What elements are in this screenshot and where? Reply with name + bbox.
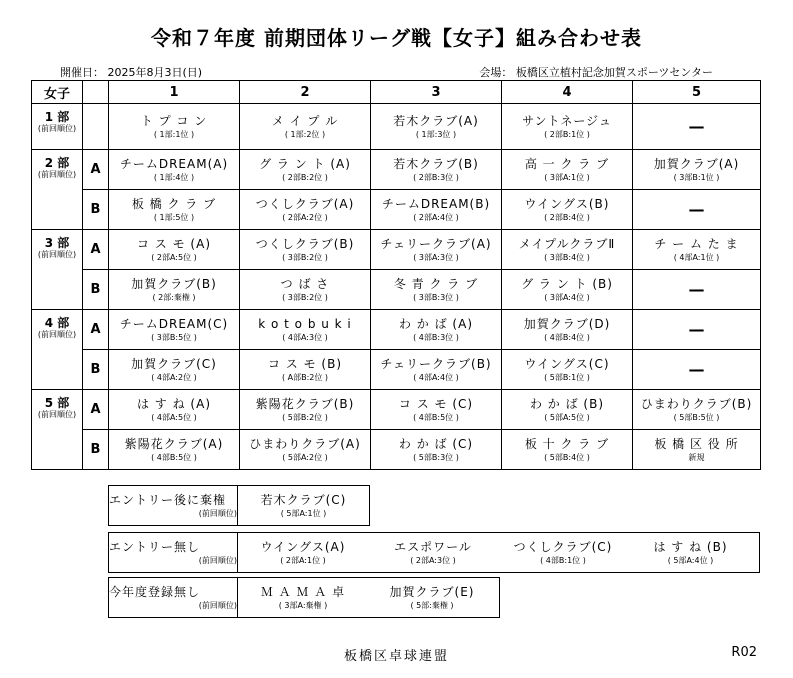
- withdrawn-sub: (前回順位): [198, 508, 237, 518]
- team-cell: [633, 104, 761, 150]
- team-name: チェリークラブ(A): [380, 236, 492, 251]
- team-name: 若木クラブ(A): [393, 113, 479, 128]
- team-prev: ( 2部B:2位 ): [282, 172, 328, 182]
- team-cell: [240, 310, 371, 350]
- team-name: 冬 青 ク ラ ブ: [393, 276, 479, 291]
- team-name: は す ね (A): [136, 396, 212, 411]
- section-label: B: [83, 190, 109, 230]
- team-cell: [371, 390, 502, 430]
- team-prev: ( 2部A:3位 ): [410, 555, 456, 565]
- not-registered-entries: [238, 578, 500, 618]
- section-label: B: [83, 270, 109, 310]
- not-registered-table: [108, 577, 500, 618]
- team-name: 加賀クラブ(A): [653, 156, 740, 171]
- no-entry-table: [108, 532, 760, 573]
- team-name: ひまわりクラブ(A): [249, 436, 361, 451]
- team-prev: ( 5部A:4位 ): [667, 555, 714, 565]
- division-label: 1 部: [44, 110, 70, 124]
- division-sub: (前回順位): [37, 410, 77, 419]
- team-cell: [633, 230, 761, 270]
- header-corner: 女子: [32, 81, 83, 104]
- group-row: [32, 350, 761, 390]
- team-prev: ( 5部:棄権 ): [410, 600, 454, 610]
- team-name: k o t o b u k i: [258, 316, 352, 331]
- team-prev: ( 2部A:2位 ): [282, 212, 328, 222]
- division-sub: (前回順位): [37, 250, 77, 259]
- section-label: A: [83, 230, 109, 270]
- team-cell: [240, 230, 371, 270]
- team-name: は す ね (B): [653, 539, 728, 554]
- team-cell: [633, 390, 761, 430]
- team-name: ウイングス(B): [524, 196, 610, 211]
- team-cell: [502, 390, 633, 430]
- team-cell: [502, 350, 633, 390]
- section-label: A: [83, 150, 109, 190]
- team-cell: [109, 430, 240, 470]
- header-col: 2: [240, 81, 371, 104]
- team-prev: ( 3部B:1位 ): [673, 172, 720, 182]
- team-cell: [240, 190, 371, 230]
- team-name: 紫陽花クラブ(B): [255, 396, 355, 411]
- header-col: 5: [633, 81, 761, 104]
- team-prev: ( 5部B:1位 ): [544, 372, 590, 382]
- team-cell: [109, 390, 240, 430]
- division-sub: (前回順位): [37, 124, 77, 133]
- not-registered-label-cell: [109, 578, 238, 618]
- section-label: A: [83, 390, 109, 430]
- group-row: [32, 310, 761, 350]
- team-cell: [109, 230, 240, 270]
- no-entry-item: [368, 539, 498, 567]
- team-name: チームDREAM(A): [119, 156, 229, 171]
- withdrawn-label-cell: [109, 486, 238, 526]
- team-prev: ( 4部B:5位 ): [151, 452, 197, 462]
- team-prev: ( 5部A:5位 ): [544, 412, 590, 422]
- team-prev: ( 2部A:1位 ): [280, 555, 326, 565]
- team-cell: [109, 104, 240, 150]
- team-prev: ( 4部A:4位 ): [413, 372, 459, 382]
- date-label: 開催日：: [60, 66, 104, 79]
- team-prev: ( 4部A:3位 ): [282, 332, 328, 342]
- team-prev: ( 2部B:1位 ): [544, 129, 590, 139]
- venue-label: 会場：: [479, 66, 513, 79]
- team-name: わ か ば (B): [529, 396, 605, 411]
- team-prev: 新規: [688, 452, 705, 462]
- team-prev: ( 3部A:棄権 ): [278, 600, 328, 610]
- division-label: 4 部: [44, 316, 70, 330]
- team-name: チームDREAM(C): [119, 316, 229, 331]
- team-cell: [240, 350, 371, 390]
- group-row: [32, 390, 761, 430]
- team-cell: [371, 104, 502, 150]
- team-prev: ( 1部:3位 ): [415, 129, 457, 139]
- team-cell: [109, 270, 240, 310]
- team-name: つくしクラブ(B): [255, 236, 355, 251]
- team-prev: ( 2部B:3位 ): [413, 172, 459, 182]
- empty-slot-dash: —: [688, 360, 705, 379]
- division-cell: [32, 310, 83, 390]
- empty-slot-dash: —: [688, 280, 705, 299]
- document-code: R02: [731, 645, 757, 660]
- division-label: 2 部: [44, 156, 70, 170]
- team-cell: [633, 350, 761, 390]
- team-cell: [240, 390, 371, 430]
- team-name: わ か ば (C): [398, 436, 474, 451]
- team-prev: ( 3部B:4位 ): [544, 252, 590, 262]
- team-cell: [371, 190, 502, 230]
- team-prev: ( 1部:1位 ): [153, 129, 195, 139]
- team-name: コ ス モ (B): [267, 356, 343, 371]
- group-row: [32, 270, 761, 310]
- team-cell: [633, 150, 761, 190]
- team-prev: ( 5部A:1位 ): [280, 508, 327, 518]
- empty-slot-dash: —: [688, 200, 705, 219]
- team-cell: [109, 310, 240, 350]
- team-cell: [502, 270, 633, 310]
- section-label: A: [83, 310, 109, 350]
- team-name: グ ラ ン ト (B): [521, 276, 613, 291]
- team-name: ウイングス(A): [260, 539, 346, 554]
- team-prev: ( 3部A:4位 ): [544, 292, 590, 302]
- division-cell: [32, 104, 83, 150]
- team-prev: ( 5部B:2位 ): [282, 412, 328, 422]
- team-name: 若木クラブ(C): [260, 492, 347, 507]
- team-prev: ( 4部A:5位 ): [151, 412, 197, 422]
- team-name: チェリークラブ(B): [380, 356, 492, 371]
- team-prev: ( 4部B:1位 ): [540, 555, 586, 565]
- withdrawn-label: エントリー後に棄権: [109, 492, 227, 507]
- team-cell: [240, 150, 371, 190]
- date-value: 2025年8月3日(日): [107, 66, 203, 79]
- team-cell: [502, 430, 633, 470]
- team-name: 板 十 ク ラ ブ: [524, 436, 610, 451]
- team-prev: ( 3部B:2位 ): [282, 292, 328, 302]
- team-prev: ( 5部B:5位 ): [673, 412, 720, 422]
- no-entry-label: エントリー無し: [109, 539, 201, 554]
- header-col: 1: [109, 81, 240, 104]
- team-name: 板 橋 ク ラ ブ: [131, 196, 217, 211]
- empty-slot-dash: —: [688, 320, 705, 339]
- team-name: ウイングス(C): [524, 356, 610, 371]
- team-name: コ ス モ (C): [398, 396, 474, 411]
- team-prev: ( 3部B:3位 ): [413, 292, 459, 302]
- empty-slot-dash: —: [688, 117, 705, 136]
- division-sub: (前回順位): [37, 170, 77, 179]
- group-row: [32, 150, 761, 190]
- team-prev: ( 3部B:5位 ): [151, 332, 197, 342]
- team-cell: [633, 430, 761, 470]
- team-name: 板 橋 区 役 所: [654, 436, 739, 451]
- team-name: 若木クラブ(B): [393, 156, 479, 171]
- team-name: コ ス モ (A): [136, 236, 212, 251]
- not-registered-sub: (前回順位): [198, 600, 237, 610]
- team-prev: ( 1部:4位 ): [153, 172, 195, 182]
- team-name: チ ー ム た ま: [654, 236, 739, 251]
- team-name: わ か ば (A): [398, 316, 474, 331]
- team-prev: ( 4部B:3位 ): [413, 332, 459, 342]
- header-col: 4: [502, 81, 633, 104]
- team-prev: ( A部B:2位 ): [281, 372, 329, 382]
- section-label: [83, 104, 109, 150]
- team-cell: [502, 150, 633, 190]
- team-name: 加賀クラブ(B): [131, 276, 217, 291]
- section-label: B: [83, 430, 109, 470]
- division-label: 5 部: [44, 396, 70, 410]
- team-prev: ( 3部B:2位 ): [282, 252, 328, 262]
- not-registered-item: [238, 584, 368, 612]
- team-name: チームDREAM(B): [381, 196, 491, 211]
- team-name: 加賀クラブ(E): [389, 584, 475, 599]
- team-prev: ( 5部A:2位 ): [282, 452, 328, 462]
- team-cell: [240, 270, 371, 310]
- division-cell: [32, 150, 83, 230]
- team-name: つくしクラブ(A): [255, 196, 355, 211]
- team-cell: [109, 150, 240, 190]
- team-cell: [633, 310, 761, 350]
- team-cell: [502, 310, 633, 350]
- team-prev: ( 3部A:1位 ): [544, 172, 590, 182]
- team-cell: [371, 270, 502, 310]
- team-cell: [109, 190, 240, 230]
- team-name: つくしクラブ(C): [513, 539, 613, 554]
- team-name: 紫陽花クラブ(A): [124, 436, 224, 451]
- team-prev: ( 4部B:5位 ): [413, 412, 459, 422]
- not-registered-label: 今年度登録無し: [109, 584, 201, 599]
- team-prev: ( 2部:棄権 ): [152, 292, 196, 302]
- division-cell: [32, 390, 83, 470]
- event-venue: [479, 64, 713, 80]
- team-cell: [109, 350, 240, 390]
- no-entry-entries: [238, 533, 760, 573]
- group-row: [32, 104, 761, 150]
- organization-name: 板橋区卓球連盟: [343, 649, 449, 664]
- header-section: [83, 81, 109, 104]
- team-name: ト プ コ ン: [140, 113, 208, 128]
- team-cell: [371, 430, 502, 470]
- team-name: メ イ プ ル: [271, 113, 339, 128]
- group-row: [32, 190, 761, 230]
- not-registered-item: [368, 584, 496, 612]
- team-name: 加賀クラブ(C): [131, 356, 217, 371]
- event-date: [60, 64, 202, 80]
- team-prev: ( 1部:2位 ): [284, 129, 326, 139]
- team-cell: [502, 104, 633, 150]
- team-prev: ( 3部A:3位 ): [413, 252, 459, 262]
- no-entry-item: [498, 539, 628, 567]
- section-label: B: [83, 350, 109, 390]
- team-name: Ｍ Ａ Ｍ Ａ 卓: [260, 584, 346, 599]
- team-name: ひまわりクラブ(B): [640, 396, 753, 411]
- group-row: [32, 430, 761, 470]
- team-cell: [371, 230, 502, 270]
- team-name: 加賀クラブ(D): [523, 316, 611, 331]
- group-row: [32, 230, 761, 270]
- team-prev: ( 2部A:4位 ): [413, 212, 459, 222]
- no-entry-item: [238, 539, 368, 567]
- team-prev: ( 2部A:5位 ): [151, 252, 197, 262]
- no-entry-item: [628, 539, 753, 567]
- team-cell: [371, 350, 502, 390]
- page-title: 令和７年度 前期団体リーグ戦【女子】組み合わせ表: [151, 26, 642, 50]
- team-cell: [371, 150, 502, 190]
- team-cell: [240, 430, 371, 470]
- team-name: グ ラ ン ト (A): [259, 156, 351, 171]
- team-prev: ( 4部A:1位 ): [673, 252, 720, 262]
- team-name: 高 一 ク ラ ブ: [524, 156, 610, 171]
- team-cell: [502, 230, 633, 270]
- team-cell: [502, 190, 633, 230]
- team-cell: [633, 270, 761, 310]
- withdrawn-entry: [238, 486, 370, 526]
- withdrawn-table: [108, 485, 370, 526]
- division-sub: (前回順位): [37, 330, 77, 339]
- team-name: つ ば さ: [280, 276, 330, 291]
- team-prev: ( 4部A:2位 ): [151, 372, 197, 382]
- team-cell: [633, 190, 761, 230]
- team-name: サントネージュ: [522, 113, 612, 128]
- header-col: 3: [371, 81, 502, 104]
- team-prev: ( 4部B:4位 ): [544, 332, 590, 342]
- division-label: 3 部: [44, 236, 70, 250]
- no-entry-label-cell: [109, 533, 238, 573]
- team-prev: ( 5部B:4位 ): [544, 452, 590, 462]
- team-name: メイプルクラブⅡ: [518, 236, 616, 251]
- team-cell: [240, 104, 371, 150]
- no-entry-sub: (前回順位): [198, 555, 237, 565]
- venue-value: 板橋区立植村記念加賀スポーツセンター: [515, 66, 713, 79]
- header-row: [32, 81, 761, 104]
- team-name: エスポワール: [394, 539, 472, 554]
- team-prev: ( 2部B:4位 ): [544, 212, 590, 222]
- league-table: [31, 80, 761, 470]
- team-prev: ( 5部B:3位 ): [413, 452, 459, 462]
- division-cell: [32, 230, 83, 310]
- team-prev: ( 1部:5位 ): [153, 212, 195, 222]
- team-cell: [371, 310, 502, 350]
